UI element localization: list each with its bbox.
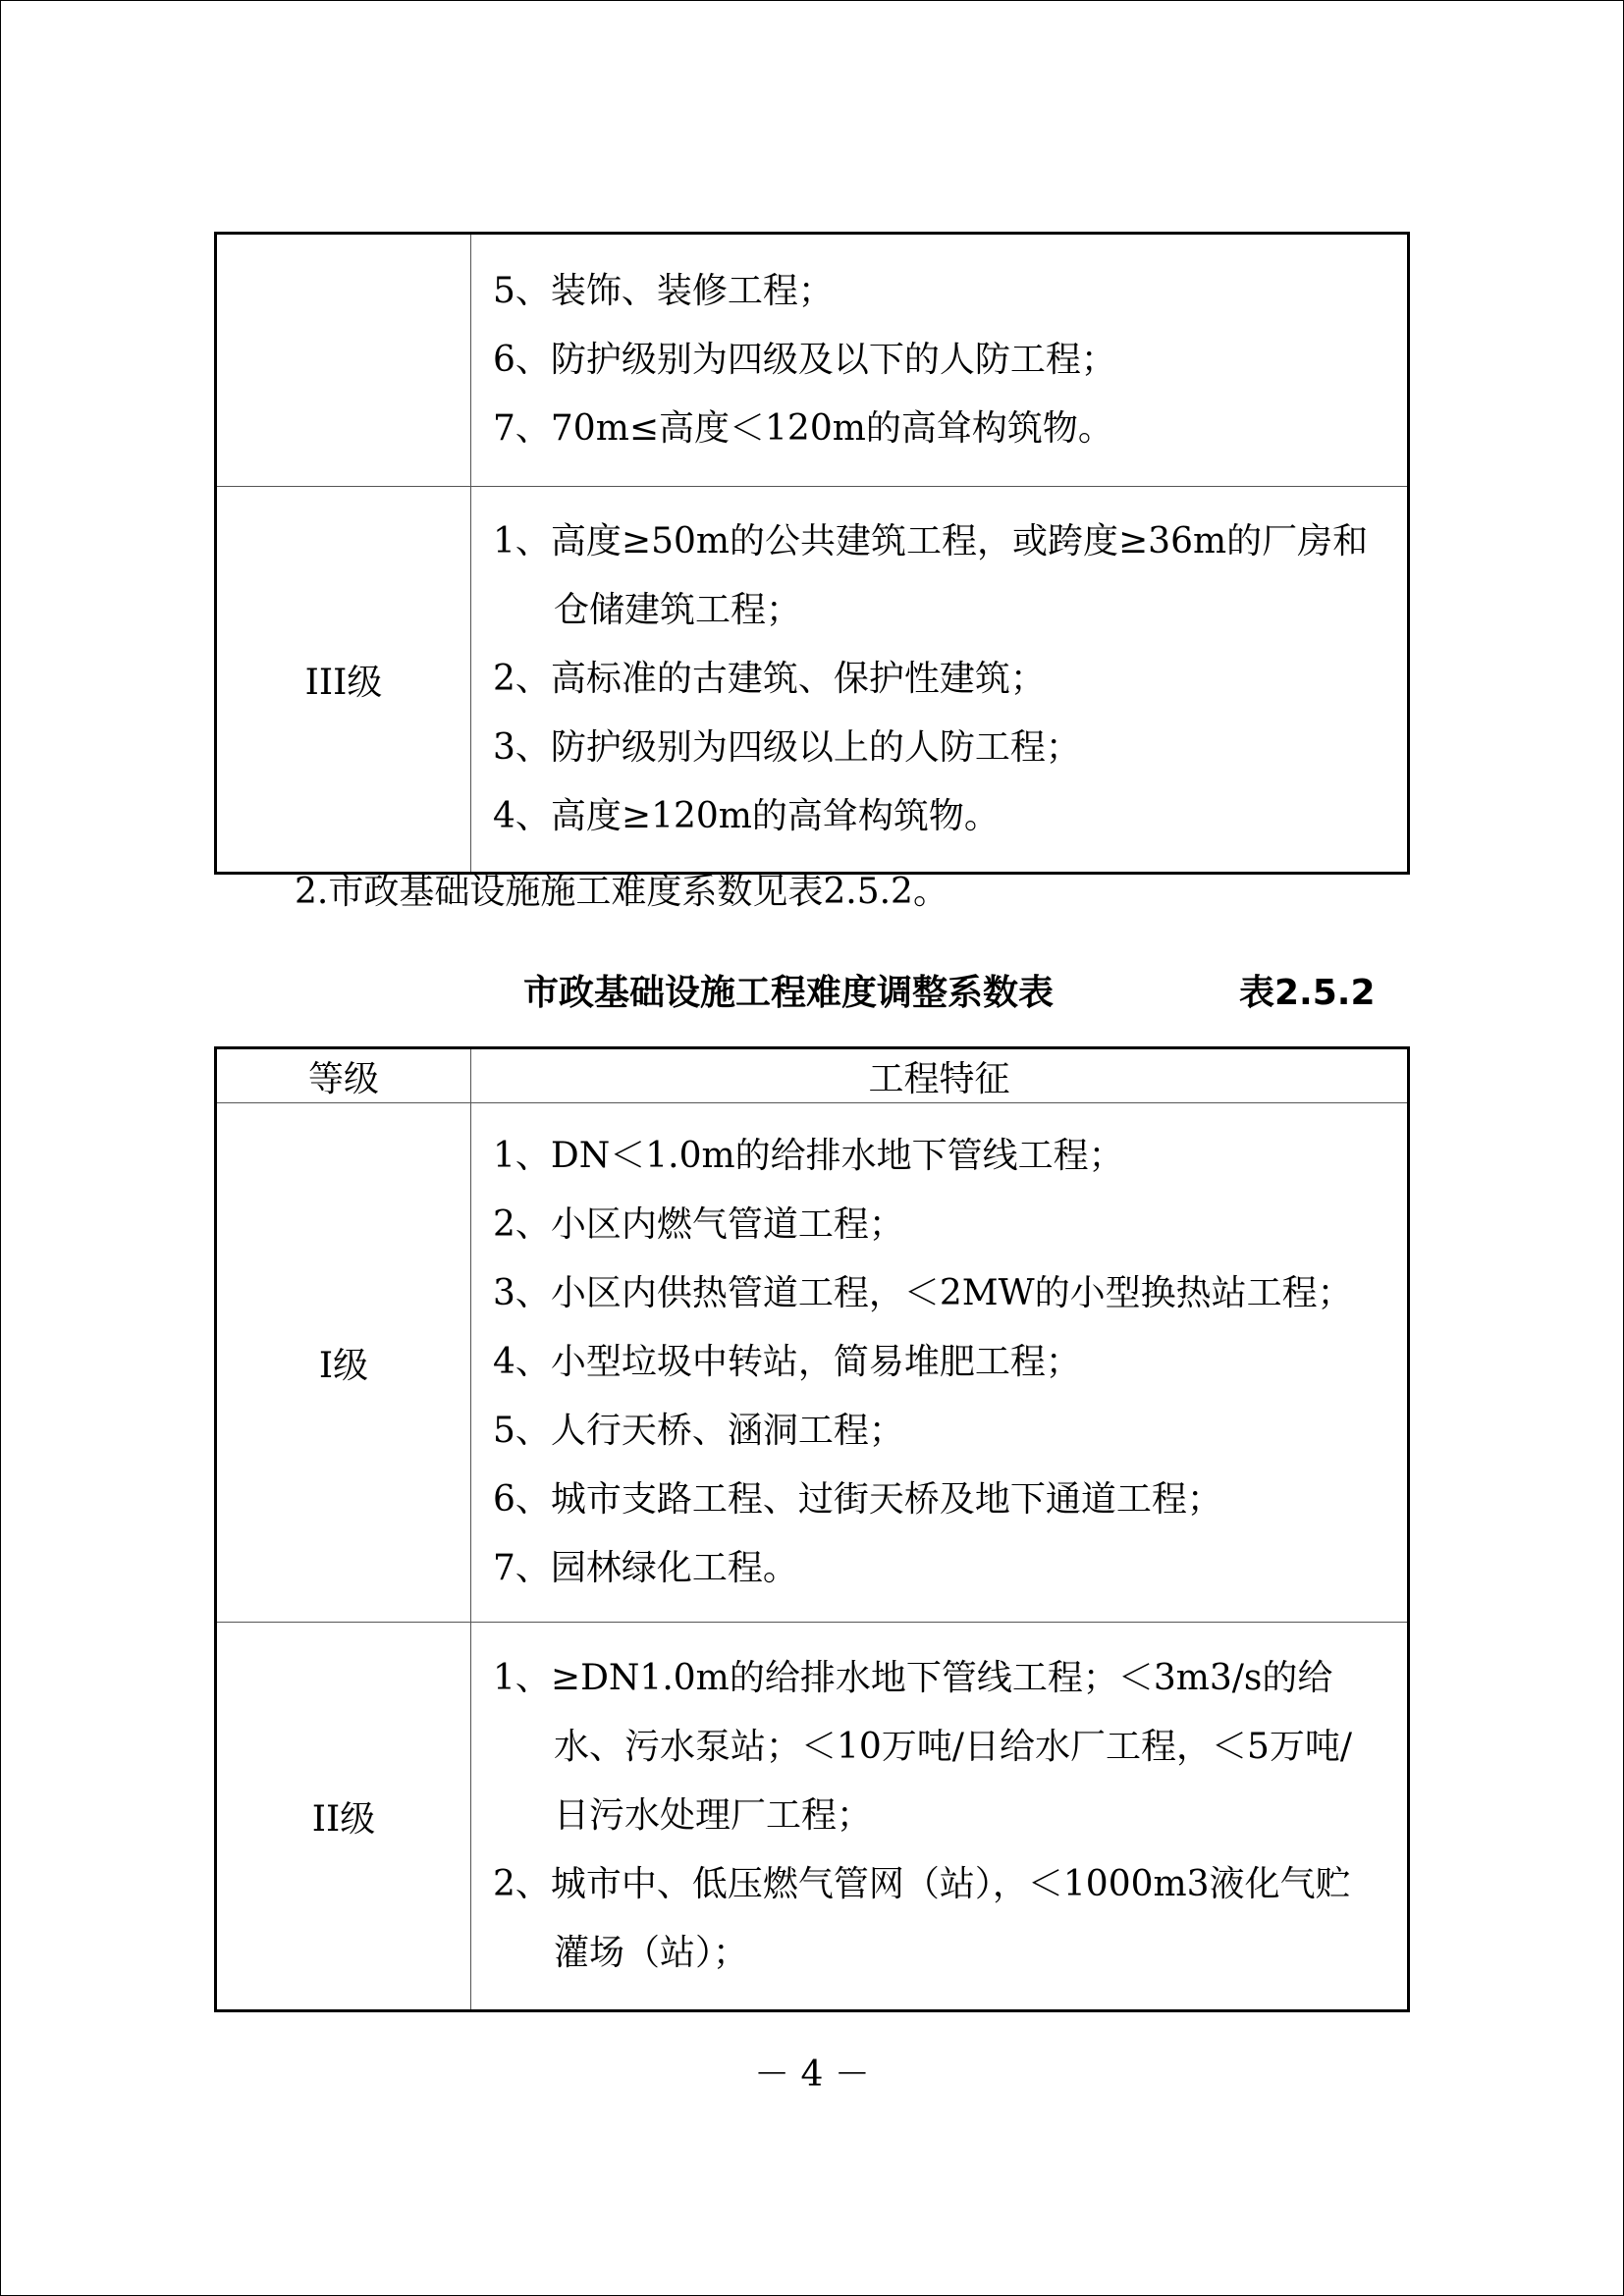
header-level: 等级 xyxy=(216,1048,471,1103)
list-item: 2、高标准的古建筑、保护性建筑； xyxy=(493,659,1046,699)
list-item: 1、高度≥50m的公共建筑工程，或跨度≥36m的厂房和仓储建筑工程； xyxy=(493,521,1369,630)
list-item: 6、城市支路工程、过街天桥及地下通道工程； xyxy=(493,1479,1222,1520)
features-cell xyxy=(471,1623,1409,2011)
list-item: 4、小型垃圾中转站，简易堆肥工程； xyxy=(493,1342,1081,1382)
table-row xyxy=(216,234,1409,487)
header-features: 工程特征 xyxy=(471,1048,1409,1103)
table-caption-title: 市政基础设施工程难度调整系数表 xyxy=(523,973,1055,1013)
list-item: 3、小区内供热管道工程，＜2MW的小型换热站工程； xyxy=(493,1273,1353,1313)
level-cell: III级 xyxy=(216,487,471,874)
bottom-table xyxy=(214,1046,1410,2012)
top-table xyxy=(214,232,1410,875)
page-number: － 4 － xyxy=(754,2055,870,2095)
list-item: 6、防护级别为四级及以下的人防工程； xyxy=(493,340,1116,380)
level-cell: I级 xyxy=(216,1103,471,1623)
list-item: 5、装饰、装修工程； xyxy=(493,271,834,311)
list-item: 1、DN＜1.0m的给排水地下管线工程； xyxy=(493,1136,1124,1176)
list-item: 2、小区内燃气管道工程； xyxy=(493,1204,904,1245)
list-item: 5、人行天桥、涵洞工程； xyxy=(493,1411,904,1451)
level-cell xyxy=(216,234,471,487)
table-row xyxy=(216,1103,1409,1623)
body-paragraph: 2.市政基础设施施工难度系数见表2.5.2。 xyxy=(295,872,948,912)
table-caption-number: 表2.5.2 xyxy=(1239,973,1376,1013)
list-item: 1、≥DN1.0m的给排水地下管线工程；＜3m3/s的给水、污水泵站；＜10万吨/日给水厂工程，＜5万吨/日污水处理厂工程； xyxy=(493,1658,1352,1836)
features-cell xyxy=(471,1103,1409,1623)
features-cell xyxy=(471,487,1409,874)
table-row xyxy=(216,1623,1409,2011)
features-cell xyxy=(471,234,1409,487)
table-row xyxy=(216,487,1409,874)
list-item: 3、防护级别为四级以上的人防工程； xyxy=(493,727,1081,768)
list-item: 7、园林绿化工程。 xyxy=(493,1548,798,1588)
list-item: 4、高度≥120m的高耸构筑物。 xyxy=(493,796,1000,836)
list-item: 2、城市中、低压燃气管网（站），＜1000m3液化气贮灌场（站）； xyxy=(493,1864,1351,1973)
list-item: 7、70m≤高度＜120m的高耸构筑物。 xyxy=(493,408,1113,449)
level-cell: II级 xyxy=(216,1623,471,2011)
table-header-row xyxy=(216,1048,1409,1103)
